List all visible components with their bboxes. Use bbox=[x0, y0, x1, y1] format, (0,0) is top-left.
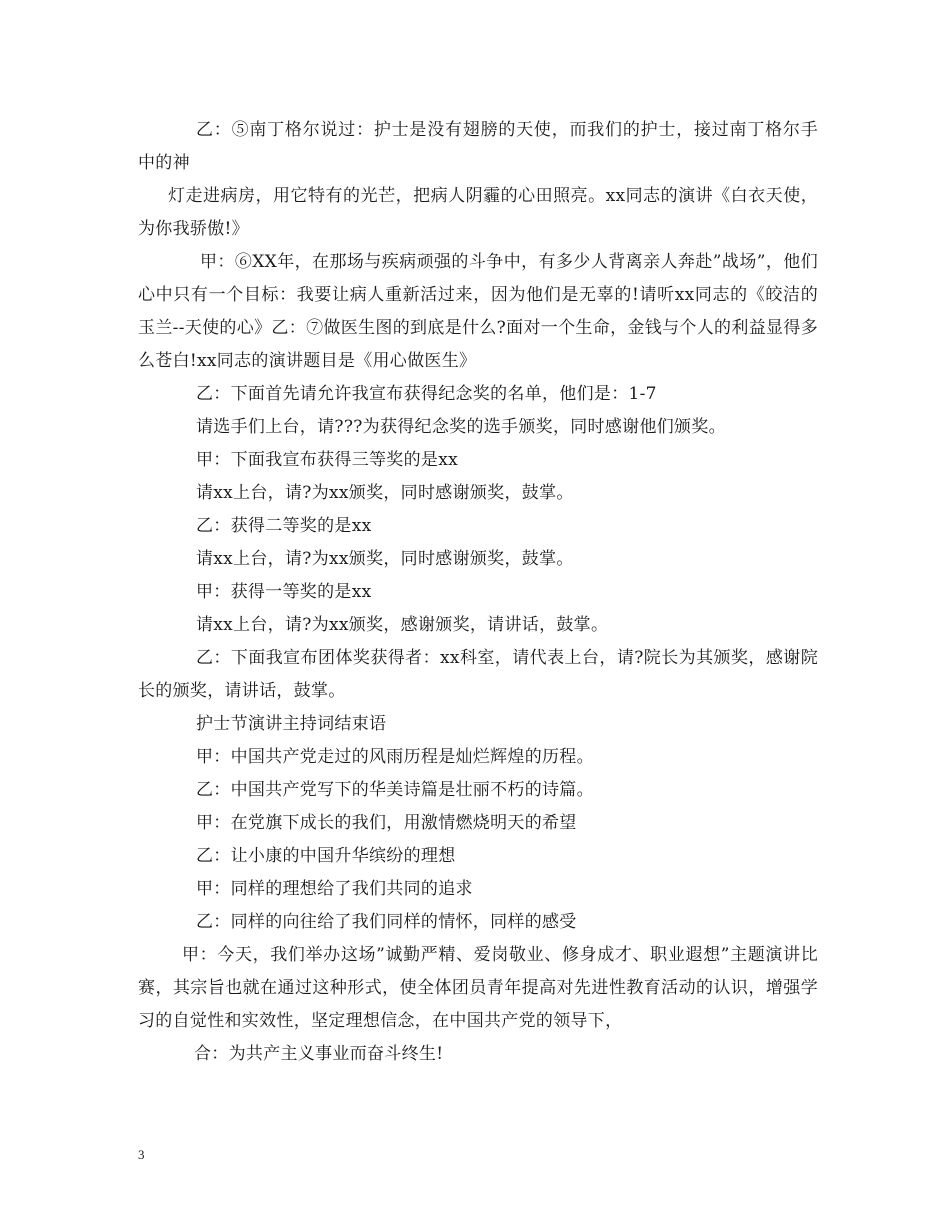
paragraph-closing-4: 乙：让小康的中国升华缤纷的理想 bbox=[196, 846, 456, 866]
paragraph-lamp: 灯走进病房，用它特有的光芒，把病人阴霾的心田照亮。xx同志的演讲《白衣天使，为你我骄傲!》 bbox=[138, 186, 818, 239]
paragraph-commemorative-award: 乙：下面首先请允许我宣布获得纪念奖的名单，他们是：1-7 bbox=[196, 384, 657, 404]
paragraph-closing-2: 乙：中国共产党写下的华美诗篇是壮丽不朽的诗篇。 bbox=[196, 780, 594, 800]
page-number: 3 bbox=[138, 1147, 145, 1162]
section-heading-closing: 护士节演讲主持词结束语 bbox=[196, 714, 387, 734]
paragraph-battlefield: 甲：⑥XX年，在那场与疾病顽强的斗争中，有多少人背离亲人奔赴”战场”，他们心中只有一个目标：我要让病人重新活过来，因为他们是无辜的!请听xx同志的《皎洁的玉兰--天使的心》乙：⑦做医生图的到底是什么?面对一个生命，金钱与个人的利益显得多么苍白!xx同志的演讲题目是《用心做医生》 bbox=[138, 252, 818, 371]
paragraph-second-prize-stage: 请xx上台，请?为xx颁奖，同时感谢颁奖，鼓掌。 bbox=[196, 549, 574, 569]
paragraph-closing-5: 甲：同样的理想给了我们共同的追求 bbox=[196, 879, 473, 899]
paragraph-nightingale: 乙：⑤南丁格尔说过：护士是没有翅膀的天使，而我们的护士，接过南丁格尔手中的神 bbox=[138, 120, 818, 173]
paragraph-commemorative-stage: 请选手们上台，请???为获得纪念奖的选手颁奖，同时感谢他们颁奖。 bbox=[196, 417, 726, 437]
paragraph-second-prize: 乙：获得二等奖的是xx bbox=[196, 516, 372, 536]
paragraph-team-award: 乙：下面我宣布团体奖获得者：xx科室，请代表上台，请?院长为其颁奖，感谢院长的颁奖，请讲话，鼓掌。 bbox=[138, 648, 818, 701]
paragraph-closing-6: 乙：同样的向往给了我们同样的情怀，同样的感受 bbox=[196, 912, 577, 932]
paragraph-closing-3: 甲：在党旗下成长的我们，用激情燃烧明天的希望 bbox=[196, 813, 577, 833]
paragraph-third-prize: 甲：下面我宣布获得三等奖的是xx bbox=[196, 450, 458, 470]
paragraph-first-prize: 甲：获得一等奖的是xx bbox=[196, 582, 372, 602]
paragraph-closing-7: 甲：今天，我们举办这场”诚勤严精、爱岗敬业、修身成才、职业遐想”主题演讲比赛，其宗旨也就在通过这种形式，使全体团员青年提高对先进性教育活动的认识，增强学习的自觉性和实效性，坚定理想信念，在中国共产党的领导下， bbox=[138, 945, 818, 1031]
paragraph-closing-unison: 合：为共产主义事业而奋斗终生! bbox=[194, 1044, 444, 1064]
paragraph-first-prize-stage: 请xx上台，请?为xx颁奖，感谢颁奖，请讲话，鼓掌。 bbox=[196, 615, 609, 635]
paragraph-closing-1: 甲：中国共产党走过的风雨历程是灿烂辉煌的历程。 bbox=[196, 747, 594, 767]
paragraph-third-prize-stage: 请xx上台，请?为xx颁奖，同时感谢颁奖，鼓掌。 bbox=[196, 483, 574, 503]
document-body bbox=[138, 114, 818, 1071]
